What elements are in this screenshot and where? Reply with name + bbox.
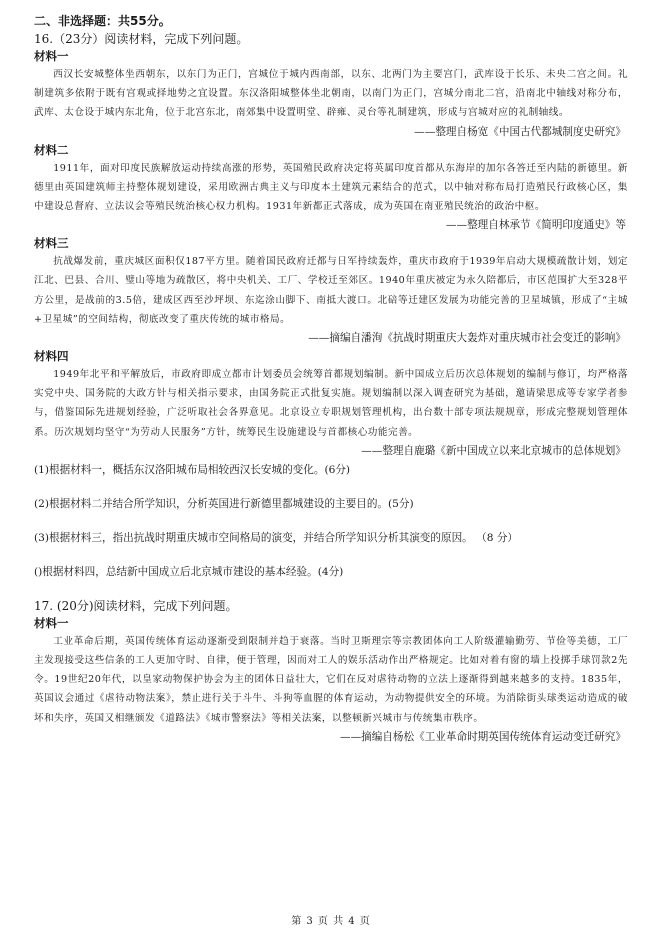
question-17-title: 17. (20分)阅读材料，完成下列问题。 (34, 598, 238, 613)
material-source: ——整理自杨宽《中国古代都城制度史研究》 (414, 125, 626, 138)
material-heading: 材料一 (34, 49, 69, 63)
material-text: 工业革命后期，英国传统体育运动逐渐受到限制并趋于衰落。当时卫斯理宗等宗教团体向工人阶级灌输勤劳、节俭等美德，工厂主发现接受这些信条的工人更加守时、自律，便于管理，因而对工人的娱乐活动作出严格规定。比如对着有窗的墙上投掷手球罚款2先令。19世纪20年代，以皇家动物保护协会为主的团体日益壮大，它们在反对虐待动物的立法上逐渐得到越来越多的支持。1835年，英国议会通过《虐待动物法案》，禁止进行关于斗牛、斗狗等血腥的体育运动，为动物提供安全的环境。为消除街头球类运动造成的破坏和失序，英国又相继颁发《道路法》《城市警察法》等相关法案，以整顿新兴城市与传统集市秩序。 (34, 635, 628, 724)
material-text: 1949年北平和平解放后，市政府即成立都市计划委员会统筹首都规划编制。新中国成立后历次总体规划的编制与修订，均严格落实党中央、国务院的大政方针与相关指示要求，由国务院正式批复实施。规划编制以深入调查研究为基础，邀请梁思成等专家学者参与，借鉴国际先进规划经验，广泛听取社会各界意见。北京设立专职规划管理机构，出台数十部专项法规规章，形成完整规划管理体系。历次规划均坚守“为劳动人民服务”方针，统筹民生设施建设与首都核心功能完善。 (34, 369, 628, 438)
page-footer: 第 3 页 共 4 页 (291, 916, 371, 927)
question-16-title: 16.（23分）阅读材料，完成下列问题。 (34, 32, 249, 46)
material-heading: 材料一 (34, 615, 69, 630)
sub-question: ()根据材料四，总结新中国成立后北京城市建设的基本经验。(4分) (34, 565, 344, 578)
material-text: 抗战爆发前，重庆城区面积仅187平方里。随着国民政府迁都与日军持续轰炸，重庆市政府于1939年启动大规模疏散计划，划定江北、巴县、合川、璧山等地为疏散区，将中央机关、工厂、学校迁至郊区。1940年重庆被定为永久陪都后，市区范围扩大至328平方公里，是战前的3.5倍，建成区西至沙坪坝、东迄涂山脚下、南抵大渡口。北碚等迁建区发展为功能完善的卫星城镇，形成了“主城+卫星城”的空间结构，彻底改变了重庆传统的城市格局。 (34, 256, 628, 325)
section-title: 二、非选择题：共55分。 (34, 14, 171, 28)
material-source: ——摘编自杨松《工业革命时期英国传统体育运动变迁研究》 (339, 730, 626, 743)
material-heading: 材料三 (34, 236, 69, 251)
material-heading: 材料四 (34, 349, 69, 364)
sub-question: (1)根据材料一，概括东汉洛阳城布局相较西汉长安城的变化。(6分) (34, 463, 351, 476)
material-source: ——整理自林承节《简明印度通史》等 (445, 219, 626, 232)
sub-question: (3)根据材料三，指出抗战时期重庆城市空间格局的演变，并结合所学知识分析其演变的原因。 （8 分） (34, 531, 519, 544)
material-text: 西汉长安城整体坐西朝东，以东门为正门，宫城位于城内西南部，以东、北两门为主要宫门，武库设于长乐、未央二宫之间。礼制建筑多依附于既有宫观或择地势之宜设置。东汉洛阳城整体坐北朝南，以南门为正门，宫城分南北二宫，沿南北中轴线对称分布，武库、太仓设于城内东北角，位于北宫东北，南郊集中设置明堂、辟雍、灵台等礼制建筑，形成与宫城对应的礼制轴线。 (34, 69, 628, 119)
sub-question: (2)根据材料二并结合所学知识，分析英国进行新德里都城建设的主要目的。(5分) (34, 497, 414, 510)
material-heading: 材料二 (34, 142, 69, 157)
material-source: ——摘编自潘洵《抗战时期重庆大轰炸对重庆城市社会变迁的影响》 (308, 332, 626, 345)
material-text: 1911年，面对印度民族解放运动持续高涨的形势，英国殖民政府决定将英属印度首都从东海岸的加尔各答迁至内陆的新德里。新德里由英国建筑师主持整体规划建设，采用欧洲古典主义与印度本土建筑元素结合的范式，以中轴对称布局打造殖民行政核心区，集中建设总督府、立法议会等殖民统治核心权力机构。1931年新都正式落成，成为英国在南亚殖民统治的政治中枢。 (34, 162, 628, 213)
material-source: ——整理自鹿璐《新中国成立以来北京城市的总体规划》 (361, 444, 626, 457)
